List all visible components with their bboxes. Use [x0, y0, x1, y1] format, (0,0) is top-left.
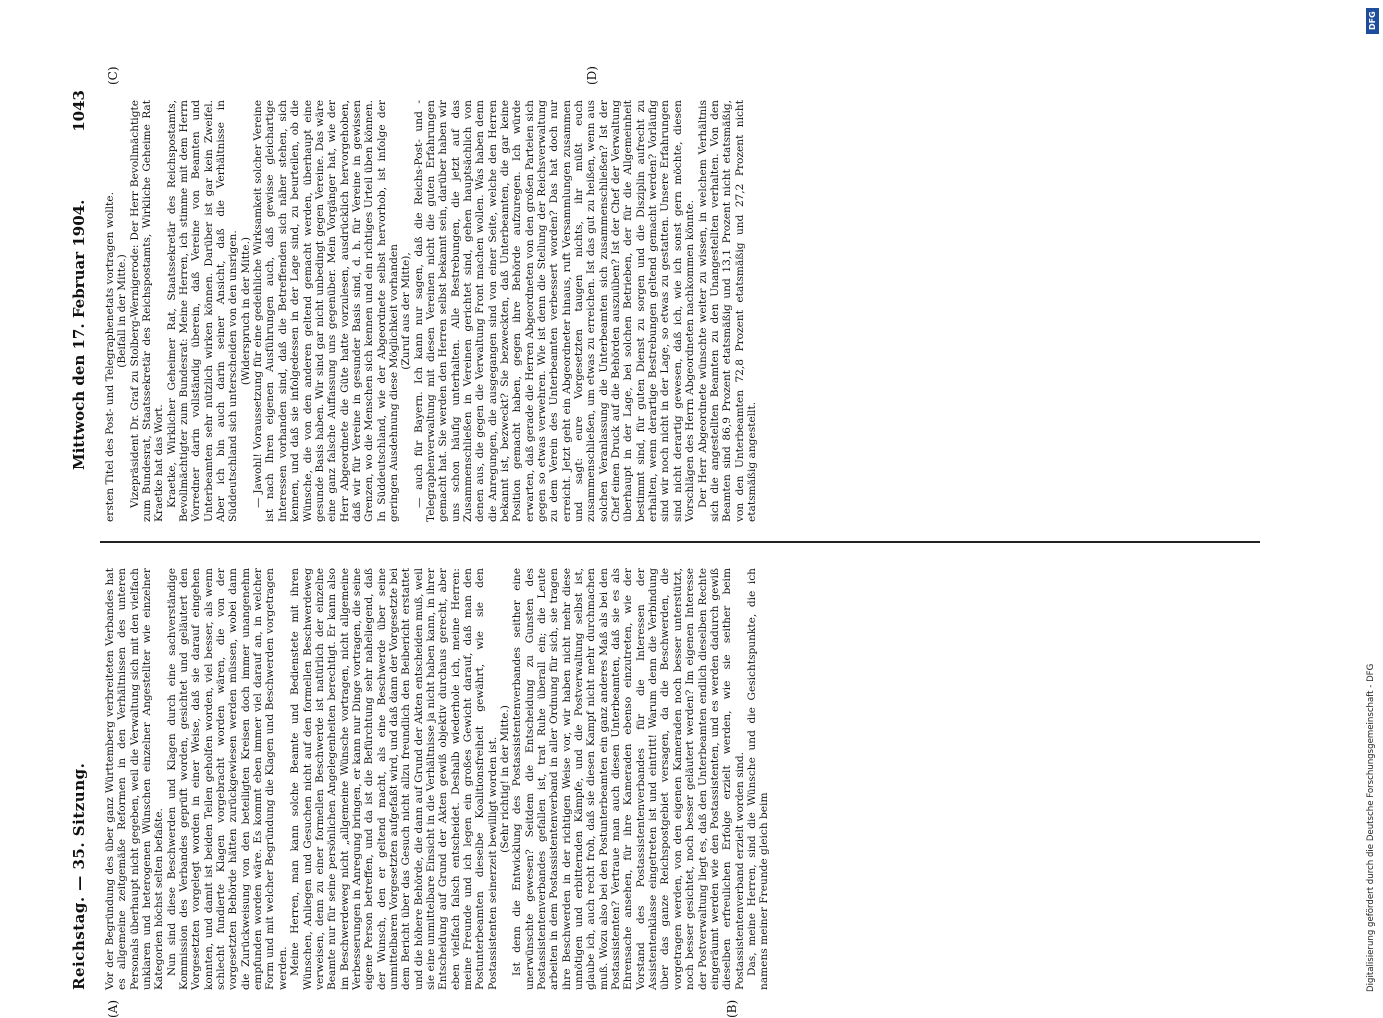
right-column	[104, 100, 758, 522]
margin-marker-a: (A)	[106, 999, 120, 1018]
session-date: Mittwoch den 17. Februar 1904.	[70, 199, 88, 470]
margin-marker-b: (B)	[725, 999, 739, 1018]
paragraph: — Jawohl! Voraussetzung für eine gedeihliche Wirksamkeit solcher Vereine ist nach Ihren eigenen Ausführungen auch, daß gewisse gleichartige Interessen vorhanden sind, daß die Betreffenden sich näher stehen, sich kennen, und daß sie infolgedessen in der Lage sind, zu beurteilen, ob die Wünsche, die von den anderen geltend gemacht werden, überhaupt eine gesunde Basis haben. Wir sind gar nicht unbedingt gegen Vereine. Das wäre eine ganz falsche Auffassung uns gegenüber. Mein Vorgänger hat, wie der Herr Abgeordnete die Güte hatte vorzulesen, ausdrücklich hervorgehoben, daß wir für Vereine in gesunder Basis sind, d. h. für Vereine in gewissen Grenzen, wo die Menschen sich kennen und ein richtiges Urteil üben können. In Süddeutschland, wie der Abgeordnete selbst hervorhob, ist infolge der geringen Ausdehnung diese Möglichkeit vorhanden	[252, 100, 400, 522]
paragraph: Nun sind diese Beschwerden und Klagen durch eine sachverständige Kommission des Verbandes geprüft worden, gesichtet und geläutert den Vorgesetzten vorgelegt worden in einer Weise, daß sie darauf eingehen konnten, und damit ist beiden Teilen geholfen worden, viel besser, als wenn schlecht fundierte Klagen vorgebracht worden wären, die von der vorgesetzten Behörde hätten zurückgewiesen werden müssen, wobei dann die Zurückweisung von den beteiligten Kreisen doch immer unangenehm empfunden worden wäre. Es kommt eben immer viel darauf an, in welcher Form und mit welcher Begründung die Klagen und Beschwerden vorgetragen werden.	[165, 568, 289, 990]
paragraph: — auch für Bayern. Ich kann nur sagen, daß die Reichs-Post- und -Telegraphenverwaltung mit diesen Vereinen nicht die guten Erfahrungen gemacht hat. Sie werden den Herren selbst bekannt sein, darüber haben wir uns schon häufig unterhalten. Alle Bestrebungen, die jetzt auf das Zusammenschließen in Vereinen gerichtet sind, gehen hauptsächlich von denen aus, die gegen die Verwaltung Front machen wollen. Was haben denn die Anregungen, die ausgegangen sind von einer Seite, welche den Herren bekannt ist, bezweckt? Sie bezweckten, daß Unterbeamten, die gar keine Position gemacht haben, gegen ihre Behörde aufzuregen. Ich würde erwarten, daß gerade die Herren Abgeordneten von den großen Parteien sich gegen so etwas verwehren. Wie ist denn die Stellung der Reichsverwaltung zu dem Verein des Unterbeamten verbessert worden? Das hat doch nur erreicht. Jetzt geht ein Abgeordneter hinaus, ruft Versammlungen zusammen und sagt: eure Vorgesetzten taugen nichts, ihr müßt euch zusammenschließen, um etwas zu erreichen. Ist das gut zu heißen, wenn aus solchen Veranlassung die Unterbeamten sich zusammenschließen? Ist der Chef einen Druck auf die Behörden auszuüben? Ist der Chef der Verwaltung überhaupt in der Lage, bei solchen Betrieben, der für die Allgemeinheit bestimmt sind, für guten Dienst zu sorgen und die Disziplin aufrecht zu erhalten, wenn derartige Bestrebungen geltend gemacht werden? Vorläufig sind wir noch nicht in der Lage, so etwas zu gestatten. Unsere Erfahrungen sind nicht derartig gewesen, daß ich, wie ich sonst gern möchte, diesen Vorschlägen des Herrn Abgeordneten nachkommen könnte.	[412, 100, 697, 522]
speaker-paragraph: Vizepräsident Dr. Graf zu Stolberg-Wernigerode: Der Herr Bevollmächtigte zum Bundesrat, Staatssekretär des Reichspostamts, Wirkliche Geheime Rat Kraetke hat das Wort.	[128, 100, 166, 522]
interjection: (Beifall in der Mitte.)	[116, 254, 129, 368]
interjection: (Zuruf aus der Mitte),	[400, 252, 413, 370]
interjection: (Widerspruch in der Mitte.)	[239, 236, 252, 386]
left-column	[104, 568, 771, 990]
funding-credit: Digitalisierung gefördert durch die Deutsche Forschungsgemeinschaft - DFG	[1366, 663, 1376, 992]
session-title: Reichstag. — 35. Sitzung.	[70, 762, 88, 990]
digitization-sidebar	[1366, 8, 1380, 998]
paragraph: Der Herr Abgeordnete wünschte weiter zu wissen, in welchem Verhältnis sich die angestellten Beamten zu den Unangestellten verhalten. Von den Beamten sind 86,9 Prozent etatsmäßig und 13,1 Prozent nicht etatsmäßig, von den Unterbeamten 72,8 Prozent etatsmäßig und 27,2 Prozent nicht etatsmäßig angestellt.	[696, 100, 758, 522]
speaker-paragraph: Kraetke, Wirklicher Geheimer Rat, Staatssekretär des Reichspostamts, Bevollmächtigter zum Bundesrat: Meine Herren, ich stimme mit dem Herrn Vorredner darin vollständig überein, daß Vereine von Beamten und Unterbeamten sehr nützlich wirken können. Darüber ist gar kein Zweifel. Aber ich bin auch darin seiner Ansicht, daß die Verhältnisse in Süddeutschland sich unterscheiden von den unsrigen.	[165, 100, 240, 522]
paragraph: Vor der Begründung des über ganz Württemberg verbreiteten Verbandes hat es allgemeine zeitgemäße Reformen in den Verhältnissen des unteren Personals überhaupt nicht gegeben, weil die Verwaltung sich mit den vielfach unklaren und heterogenen Wünschen einzelner Angestellter wie einzelner Kategorien höchst selten befaßte.	[104, 568, 166, 990]
page-number: 1043	[70, 90, 88, 132]
paragraph: Meine Herren, man kann solche Beamte und Bedienstete mit ihren Wünschen, Anliegen und Gesuchen nicht auf den formellen Beschwerdeweg verweisen, denn zu einer formellen Beschwerde ist natürlich der einzelne Beamte nur für seine persönlichen Angelegenheiten berechtigt. Er kann also im Beschwerdeweg nicht „allgemeine Wünsche vortragen, nicht allgemeine Verbesserungen in Anregung bringen, er kann nur Dinge vortragen, die seine eigene Person betreffen, und da ist die Befürchtung sehr naheliegend, daß der Wunsch, den er geltend macht, als eine Beschwerde über seine unmittelbaren Vorgesetzten aufgefaßt wird, und daß dann der Vorgesetzte bei dem Bericht über das Gesuch nicht allzu freundlich den Beibericht erstattet und die höhere Behörde, die dann auf Grund der Akten entscheiden muß, weil sie eine unmittelbare Einsicht in die Verhältnisse ja nicht haben kann, in ihrer Entscheidung auf Grund der Akten gewiß objektiv durchaus gerecht, aber eben vielfach falsch entscheidet. Deshalb wiederhole ich, meine Herren: meine Freunde und ich legen ein großes Gewicht darauf, daß man den Postunterbeamten dieselbe Koalitionsfreiheit gewährt, wie sie den Postassistenten seinerzeit bewilligt worden ist.	[289, 568, 499, 990]
rotated-page-content	[70, 66, 1370, 1018]
margin-marker-c: (C)	[106, 66, 120, 85]
column-divider	[100, 541, 1260, 543]
paragraph: ersten Titel des Post- und Telegraphenetats vortragen wollte.	[104, 192, 116, 522]
paragraph: Das, meine Herren, sind die Wünsche und die Gesichtspunkte, die ich namens meiner Freunde gleich beim	[745, 568, 771, 990]
paragraph: Ist denn die Entwicklung des Postassistentenverbandes seither eine unerwünschte gewesen? Seitdem die Entscheidung zu Gunsten des Postassistentenverbandes gefallen ist, trat Ruhe überall ein; die Leute arbeiten in dem Postassistentenverband in aller Ordnung für sich, sie tragen ihre Beschwerden in der richtigen Weise vor, wir haben nicht mehr diese unnötigen und erbitternden Kämpfe, und die Postverwaltung selbst ist, glaube ich, auch recht froh, daß sie diesen Kampf nicht mehr durchmachen muß. Wozu also bei den Postunterbeamten ein ganz anderes Maß als bei den Postassistenten? Vertraue man auch diesen Unterbeamten, daß sie es als Ehrensache ansehen, für ihre Kameraden ebenso einzutreten, wie der Vorstand des Postassistentenverbandes für die Interessen der Assistentenklasse eingetreten ist und eintritt! Warum denn die Verbindung über das ganze Reichspostgebiet versagen, da die Beschwerden, die vorgetragen werden, von den eigenen Kameraden noch besser unterstützt, noch besser gesichtet, noch besser geläutert werden? Im eigenen Interesse der Postverwaltung liegt es, daß den Unterbeamten endlich dieselben Rechte eingeräumt werden wie den Postassistenten, und es werden dadurch gewiß dieselben erfreulichen Erfolge erzielt werden, wie sie seither beim Postassistentenverband erzielt worden sind.	[511, 568, 746, 990]
page-header	[70, 90, 94, 990]
dfg-logo: DFG	[1366, 8, 1379, 34]
interjection: (Sehr richtig! in der Mitte.)	[499, 705, 511, 853]
margin-marker-d: (D)	[585, 66, 599, 85]
